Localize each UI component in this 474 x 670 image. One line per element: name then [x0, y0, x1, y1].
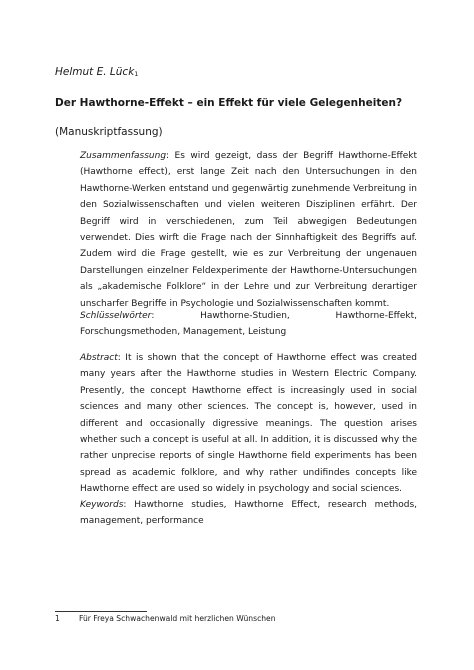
author-name: Helmut E. Lück	[55, 66, 135, 78]
abstract-german	[80, 148, 417, 312]
paper-title: Der Hawthorne-Effekt – ein Effekt für viele Gelegenheiten?	[55, 97, 403, 109]
footnote-number: 1	[55, 614, 60, 623]
author-line	[55, 66, 138, 78]
keywords-german-label: Schlüsselwörter	[80, 311, 152, 321]
abstract-german-label: Zusammenfassung	[80, 151, 167, 161]
footnote-divider	[55, 611, 147, 612]
author-footnote-mark: 1	[134, 70, 139, 78]
keywords-english	[80, 497, 417, 530]
keywords-german	[80, 308, 417, 341]
abstract-english-text: : It is shown that the concept of Hawthorne effect was created many years after the Hawthorne studies in Western Electric Company. Presently, the concept Hawthorne effect is increasingly used in social sciences and many other sciences. The concept is, however, used in different and occasionally digressive meanings. The question arises whether such a concept is useful at all. In addition, it is discussed why the rather unprecise reports of single Hawthorne field experiments has been spread as academic folklore, and why rather undifindes concepts like Hawthorne effect are used so widely in psychology and social sciences.	[80, 353, 417, 495]
footnote	[55, 614, 276, 623]
abstract-english-label: Abstract	[80, 353, 118, 363]
abstract-german-text: : Es wird gezeigt, dass der Begriff Hawthorne-Effekt (Hawthorne effect), erst lange Zeit nach den Untersuchungen in den Hawthorne-Werken entstand und gegenwärtig zunehmende Verbreitung in den Sozialwissenschaften und vielen weiteren Disziplinen erfährt. Der Begriff wird in verschiedenen, zum Teil abwegigen Bedeutungen verwendet. Dies wirft die Frage nach der Sinnhaftigkeit des Begriffs auf. Zudem wird die Frage gestellt, wie es zur Verbreitung der ungenauen Darstellungen einzelner Feldexperimente der Hawthorne-Untersuchungen als „akademische Folklore“ in der Lehre und zur Verbreitung derartiger unscharfer Begriffe in Psychologie und Sozialwissenschaften kommt.	[80, 151, 417, 309]
abstract-english	[80, 350, 417, 498]
keywords-english-label: Keywords	[80, 500, 124, 510]
keywords-english-text: : Hawthorne studies, Hawthorne Effect, research methods, management, performance	[80, 500, 417, 527]
keywords-german-text: : Hawthorne-Studien, Hawthorne-Effekt, Forschungsmethoden, Management, Leistung	[80, 311, 417, 338]
manuscript-note: (Manuskriptfassung)	[55, 126, 163, 138]
footnote-text: Für Freya Schwachenwald mit herzlichen Wünschen	[79, 614, 276, 623]
